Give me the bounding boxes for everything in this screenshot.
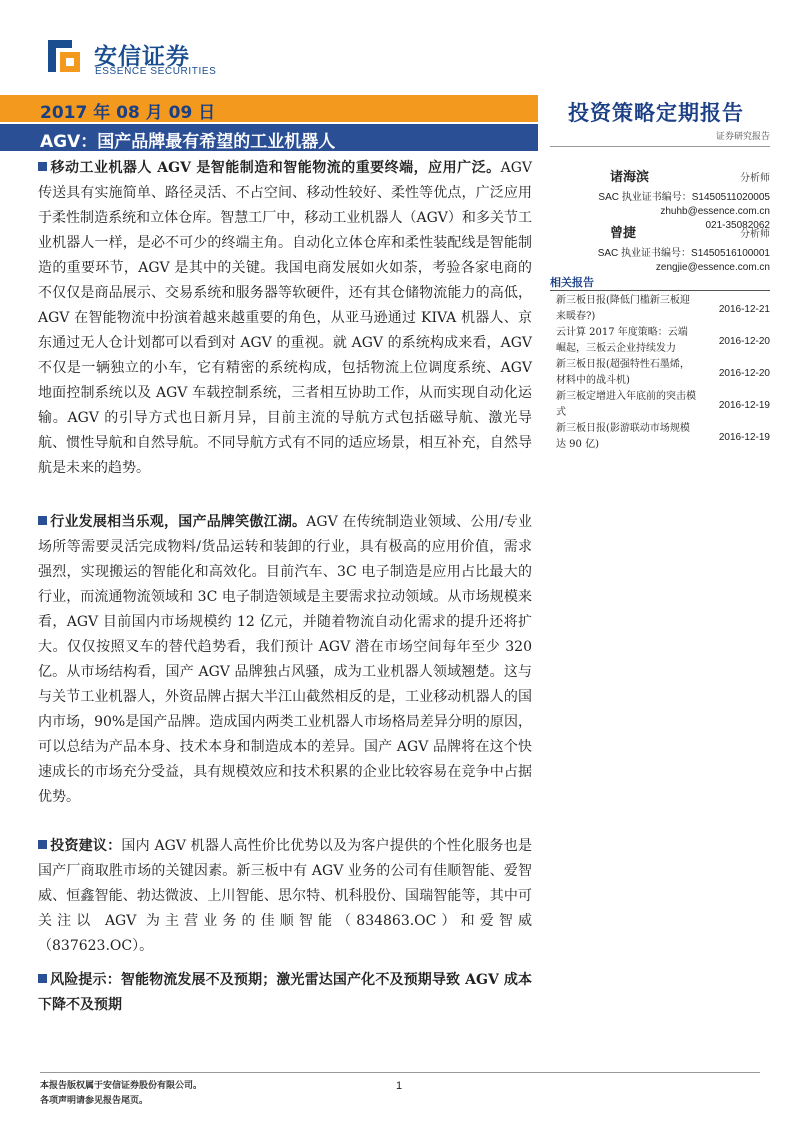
paragraph-text: AGV 在传统制造业领域、公用/专业场所等需要灵活完成物料/货品运转和装卸的行业，具有极高的应用价值，需求强烈，实现搬运的智能化和高效化。目前汽车、3C 电子制造是应用占比最大的行业，而流通物流领域和 3C 电子制造领域是主要需求拉动领域。从市场规模来看，AGV 目前国内市场规模约 12 亿元，并随着物流自动化需求的提升还将扩大。仅仅按照叉车的替代趋势看，我们预计 AGV 潜在市场空间每年至少 320 亿。从市场结构看，国产 AGV 品牌独占风骚，成为工业机器人领域翘楚。这与与关节工业机器人，外资品牌占据大半江山截然相反的是，工业移动机器人的国内市场，90%是国产品牌。造成国内两类工业机器人市场格局差异分明的原因，可以总结为产品本身、技术本身和制造成本的差异。国产 AGV 品牌将在这个快速成长的市场充分受益，具有规模效应和技术积累的企业比较容易在竞争中占据优势。 (38, 514, 533, 805)
analyst-role: 分析师 (740, 229, 770, 240)
related-report-item[interactable] (556, 421, 770, 453)
analyst-card (556, 222, 770, 273)
related-report-item[interactable] (556, 389, 770, 421)
related-report-title: 新三板定增进入年底前的突击模式 (556, 391, 696, 418)
paragraph-lead: 风险提示：智能物流发展不及预期；激光雷达国产化不及预期导致 AGV 成本下降不及预期 (38, 972, 532, 1013)
analyst-name: 曾捷 (610, 226, 637, 241)
paragraph-lead: 投资建议： (50, 838, 122, 854)
footer-copyright: 本报告版权属于安信证券股份有限公司。 (40, 1081, 203, 1091)
report-title: AGV：国产品牌最有希望的工业机器人 (40, 132, 336, 152)
footer-divider (40, 1072, 760, 1073)
report-date: 2017 年 08 月 09 日 (40, 103, 216, 123)
divider (550, 290, 770, 291)
paragraph-investment (38, 834, 532, 959)
report-type: 投资策略定期报告 (568, 101, 744, 125)
analyst-phone: 021-35082062 (705, 220, 770, 231)
paragraph-overview (38, 156, 532, 481)
logo-mark-icon (44, 36, 84, 76)
related-report-date: 2016-12-19 (718, 399, 770, 411)
related-report-title: 新三板日报(超强特性石墨烯，材料中的战斗机) (556, 359, 690, 386)
paragraph-risk (38, 968, 532, 1018)
analyst-cert: SAC 执业证书编号：S1450516100001 (597, 248, 770, 259)
paragraph-industry (38, 510, 532, 810)
related-report-item[interactable] (556, 325, 770, 357)
logo-english-name: ESSENCE SECURITIES (95, 66, 217, 77)
related-report-title: 新三板日报(影游联动市场规模达 90 亿) (556, 423, 690, 450)
related-report-title: 新三板日报(降低门槛新三板迎来暖春?) (556, 295, 690, 322)
related-report-date: 2016-12-21 (718, 303, 770, 315)
bullet-square-icon (38, 974, 47, 983)
report-subtype: 证券研究报告 (715, 132, 770, 142)
footer-disclaimer: 各项声明请参见报告尾页。 (40, 1096, 149, 1106)
paragraph-text: AGV 传送具有实施简单、路径灵活、不占空间、移动性较好、柔性等优点，广泛应用于柔性制造系统和立体仓库。智慧工厂中，移动工业机器人（AGV）和多关节工业机器人一样，是必不可少的终端主角。自动化立体仓库和柔性装配线是智能制造的重要环节，AGV 是其中的关键。我国电商发展如火如荼，考验各家电商的不仅仅是商品展示、交易系统和服务器等软硬件，还有其仓储物流能力的高低，AGV 在智能物流中扮演着越来越重要的角色，从亚马逊通过 KIVA 机器人、京东通过无人仓计划都可以看到对 AGV 的重视。就 AGV 的系统构成来看，AGV 不仅是一辆独立的小车，它有精密的系统构成，包括物流上位调度系统、AGV 地面控制系统以及 AGV 车载控制系统，三者相互协助工作，从而实现自动化运输。AGV 的引导方式也日新月异，目前主流的导航方式包括磁导航、激光导航、惯性导航和自然导航。不同导航方式有不同的适应场景，相互补充，自然导航是未来的趋势。 (38, 160, 532, 476)
analyst-role: 分析师 (740, 173, 770, 184)
analyst-name: 诸海滨 (610, 170, 650, 185)
analyst-email[interactable]: zengjie@essence.com.cn (655, 262, 770, 273)
related-report-item[interactable] (556, 293, 770, 325)
related-reports-title: 相关报告 (550, 276, 594, 289)
bullet-square-icon (38, 162, 47, 171)
analyst-cert: SAC 执业证书编号：S1450511020005 (598, 192, 770, 203)
bullet-square-icon (38, 840, 47, 849)
related-report-date: 2016-12-20 (718, 367, 770, 379)
paragraph-text: 国内 AGV 机器人高性价比优势以及为客户提供的个性化服务也是国产厂商取胜市场的关键因素。新三板中有 AGV 业务的公司有佳顺智能、爱智威、恒鑫智能、勃达微波、上川智能、思尔特、机科股份、国瑞智能等，其中可关注以 AGV 为主营业务的佳顺智能（834863.OC）和爱智威（837623.OC）。 (38, 838, 532, 954)
page-number: 1 (396, 1080, 403, 1092)
logo-name: 安信证券 (94, 44, 190, 70)
paragraph-lead: 行业发展相当乐观，国产品牌笑傲江湖。 (50, 514, 307, 530)
divider (550, 146, 770, 147)
analyst-email[interactable]: zhuhb@essence.com.cn (660, 206, 770, 217)
paragraph-lead: 移动工业机器人 AGV 是智能制造和智能物流的重要终端，应用广泛。 (50, 160, 501, 176)
related-report-date: 2016-12-19 (718, 431, 770, 443)
related-report-title: 云计算 2017 年度策略：云端崛起，三板云企业持续发力 (556, 327, 688, 354)
related-report-date: 2016-12-20 (718, 335, 770, 347)
related-reports-list (556, 293, 770, 453)
related-report-item[interactable] (556, 357, 770, 389)
bullet-square-icon (38, 516, 47, 525)
